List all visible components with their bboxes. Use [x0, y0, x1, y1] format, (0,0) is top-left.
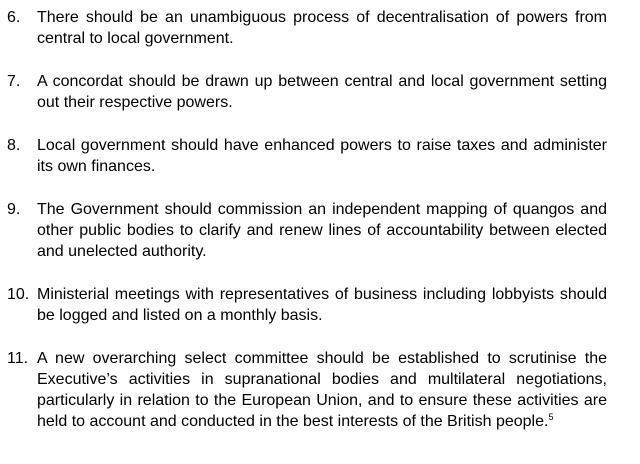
item-text: Local government should have enhanced powers to raise taxes and administer its own finances.: [37, 137, 607, 175]
item-text: A concordat should be drawn up between central and local government setting out their respective powers.: [37, 73, 607, 111]
item-number: 8.: [7, 137, 21, 154]
item-number: 9.: [7, 201, 21, 218]
list-item: [7, 284, 607, 326]
recommendations-list: [7, 7, 607, 454]
item-number: 11.: [7, 350, 29, 367]
item-text: [37, 348, 607, 432]
footnote-marker[interactable]: 5: [548, 412, 554, 422]
list-item: [7, 135, 607, 177]
item-text: There should be an unambiguous process of decentralisation of powers from central to local government.: [37, 9, 607, 47]
item-text: Ministerial meetings with representatives of business including lobbyists should be logged and listed on a monthly basis.: [37, 286, 607, 324]
item-number: 7.: [7, 73, 21, 90]
item-number: 10.: [7, 286, 30, 303]
item-number: 6.: [7, 9, 21, 26]
list-item: [7, 71, 607, 113]
list-item: [7, 199, 607, 262]
list-item: [7, 348, 607, 432]
item-text-body: A new overarching select committee should be established to scrutinise the Executive’s activities in supranational bodies and multilateral negotiations, particularly in relation to the European Union, and to ensure these activities are held to account and conducted in the best interests of the British people.: [37, 350, 607, 430]
item-text: The Government should commission an independent mapping of quangos and other public bodies to clarify and renew lines of accountability between elected and unelected authority.: [37, 201, 607, 260]
list-item: [7, 7, 607, 49]
